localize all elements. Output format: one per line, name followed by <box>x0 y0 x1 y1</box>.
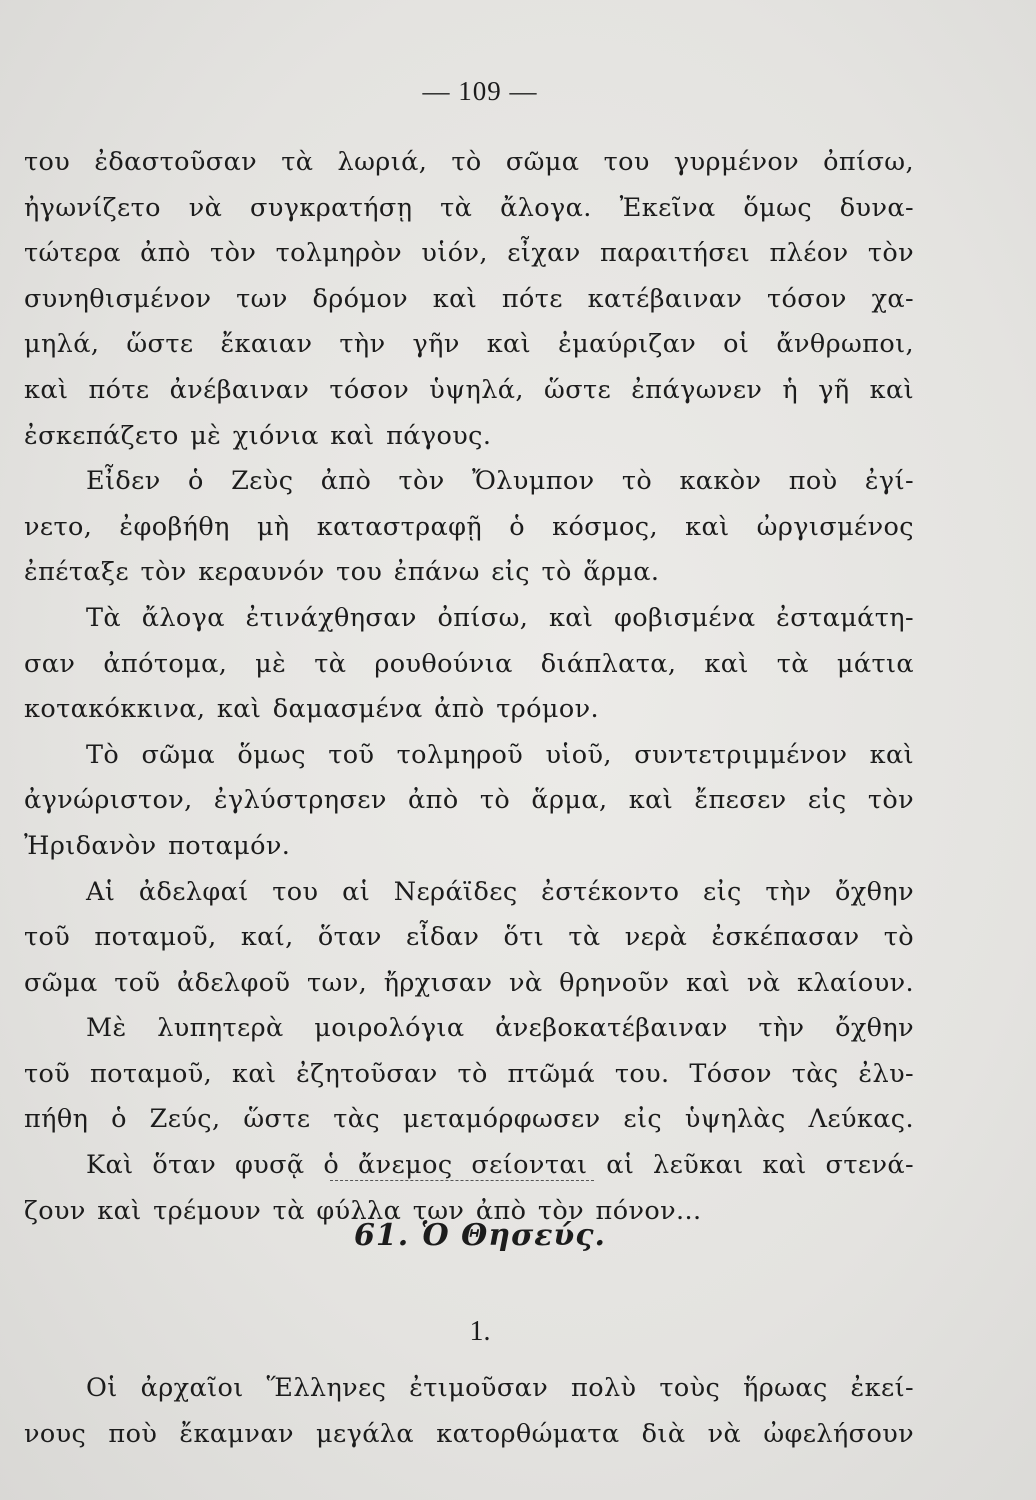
text-line: πήθη ὁ Ζεύς, ὥστε τὰς μεταμόρφωσεν εἰς ὑψηλὰς Λεύκας. <box>24 1104 914 1135</box>
section-text <box>24 1366 914 1457</box>
text-line: σῶμα τοῦ ἀδελφοῦ των, ἤρχισαν νὰ θρηνοῦν καὶ νὰ κλαίουν. <box>24 967 914 998</box>
text-line: Ἠριδανὸν ποταμόν. <box>24 830 291 861</box>
text-line: μηλά, ὥστε ἔκαιαν τὴν γῆν καὶ ἐμαύριζαν οἱ ἄνθρωποι, <box>24 329 914 360</box>
section-heading: 61. Ὁ Θησεύς. <box>354 1218 606 1253</box>
text-line: νους ποὺ ἔκαμναν μεγάλα κατορθώματα διὰ νὰ ὠφελήσουν <box>24 1418 914 1449</box>
text-line: τοῦ ποταμοῦ, καί, ὅταν εἶδαν ὅτι τὰ νερὰ ἐσκέπασαν τὸ <box>24 922 914 953</box>
text-line: τοῦ ποταμοῦ, καὶ ἐζητοῦσαν τὸ πτῶμά του. Τόσον τὰς ἐλυ- <box>24 1058 914 1089</box>
text-line: ἠγωνίζετο νὰ συγκρατήσῃ τὰ ἄλογα. Ἐκεῖνα ὅμως δυνα- <box>24 192 914 223</box>
text-line: συνηθισμένον των δρόμον καὶ πότε κατέβαιναν τόσον χα- <box>24 283 914 314</box>
subsection-number: 1. <box>469 1316 491 1347</box>
text-line: καὶ πότε ἀνέβαιναν τόσον ὑψηλά, ὥστε ἐπάγωνεν ἡ γῆ καὶ <box>24 374 914 405</box>
page-number: — 109 — <box>422 76 538 106</box>
text-line: ἐσκεπάζετο μὲ χιόνια καὶ πάγους. <box>24 420 492 451</box>
text-line: Καὶ ὅταν φυσᾷ ὁ ἄνεμος σείονται αἱ λεῦκαι καὶ στενά- <box>86 1150 914 1181</box>
text-line: ἀγνώριστον, ἐγλύστρησεν ἀπὸ τὸ ἅρμα, καὶ ἔπεσεν εἰς τὸν <box>24 785 914 816</box>
text-line: Αἱ ἀδελφαί του αἱ Νεράϊδες ἐστέκοντο εἰς τὴν ὄχθην <box>86 876 914 907</box>
text-line: Εἶδεν ὁ Ζεὺς ἀπὸ τὸν Ὄλυμπον τὸ κακὸν ποὺ ἐγί- <box>86 466 914 497</box>
text-line: του ἐδαστοῦσαν τὰ λωριά, τὸ σῶμα του γυρμένον ὀπίσω, <box>24 147 914 177</box>
text-line: Τὰ ἄλογα ἐτινάχθησαν ὀπίσω, καὶ φοβισμένα ἐσταμάτη- <box>86 602 914 633</box>
main-text <box>24 140 914 1234</box>
text-line: νετο, ἐφοβήθη μὴ καταστραφῇ ὁ κόσμος, καὶ ὠργισμένος <box>24 511 914 542</box>
text-line: ἐπέταξε τὸν κεραυνόν του ἐπάνω εἰς τὸ ἅρμα. <box>24 557 660 588</box>
text-line: σαν ἀπότομα, μὲ τὰ ρουθούνια διάπλατα, καὶ τὰ μάτια <box>24 648 914 679</box>
text-line: ζουν καὶ τρέμουν τὰ φύλλα των ἀπὸ τὸν πόνον... <box>24 1195 702 1226</box>
section-divider <box>330 1180 594 1181</box>
text-line: κοτακόκκινα, καὶ δαμασμένα ἀπὸ τρόμον. <box>24 694 599 725</box>
text-line: τώτερα ἀπὸ τὸν τολμηρὸν υἱόν, εἶχαν παραιτήσει πλέον τὸν <box>24 238 914 269</box>
text-line: Οἱ ἀρχαῖοι Ἕλληνες ἐτιμοῦσαν πολὺ τοὺς ἥρωας ἐκεί- <box>86 1373 914 1403</box>
text-line: Τὸ σῶμα ὅμως τοῦ τολμηροῦ υἱοῦ, συντετριμμένον καὶ <box>86 739 914 770</box>
text-line: Μὲ λυπητερὰ μοιρολόγια ἀνεβοκατέβαιναν τὴν ὄχθην <box>86 1013 914 1044</box>
